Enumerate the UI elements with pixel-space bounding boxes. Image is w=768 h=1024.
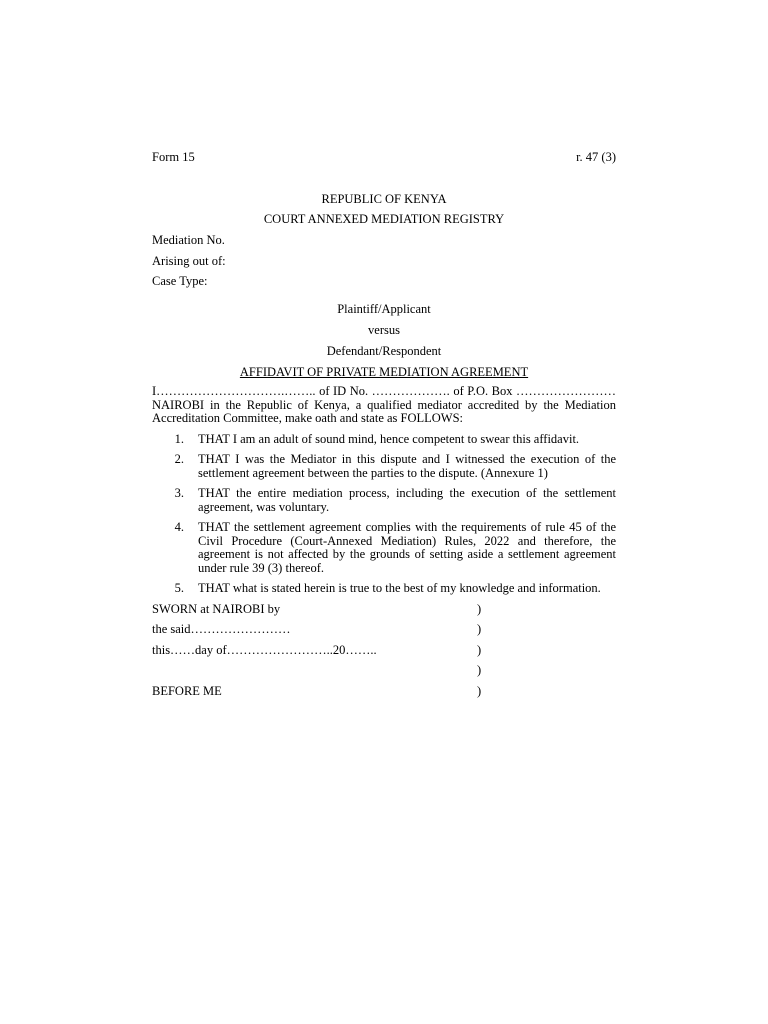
case-type-field: Case Type:	[152, 274, 208, 288]
clause-number: 3.	[174, 486, 184, 500]
before-me-label: BEFORE ME	[152, 683, 222, 698]
clause-text: THAT the entire mediation process, including the execution of the settlement agreement, was voluntary.	[198, 486, 616, 514]
clause-text: THAT I was the Mediator in this dispute and I witnessed the execution of the settlement agreement between the parties to the dispute. (Annexure 1)	[198, 452, 616, 480]
clause-list	[152, 433, 616, 596]
clause-item	[152, 521, 616, 575]
jurat-row	[152, 684, 616, 705]
affidavit-page	[152, 150, 616, 704]
form-header	[152, 150, 616, 165]
clause-number: 4.	[174, 520, 184, 534]
mediation-no-field: Mediation No.	[152, 233, 225, 247]
clause-item	[152, 433, 616, 447]
jurat-row	[152, 663, 616, 684]
arising-out-of-field: Arising out of:	[152, 253, 226, 268]
plaintiff-label: Plaintiff/Applicant	[337, 302, 431, 316]
clause-number: 2.	[174, 452, 184, 466]
clause-item	[152, 453, 616, 480]
the-said-label: the said……………………	[152, 622, 291, 636]
affidavit-title: AFFIDAVIT OF PRIVATE MEDIATION AGREEMENT	[239, 365, 529, 379]
defendant-label: Defendant/Respondent	[326, 344, 442, 358]
republic-heading: REPUBLIC OF KENYA	[321, 192, 447, 206]
jurat-bracket: )	[477, 683, 482, 698]
jurat-row	[152, 622, 616, 643]
clause-item	[152, 487, 616, 514]
clause-number: 5.	[174, 581, 184, 595]
jurat-bracket: )	[477, 642, 482, 657]
registry-heading: COURT ANNEXED MEDIATION REGISTRY	[263, 212, 505, 226]
clause-number: 1.	[174, 431, 184, 446]
clause-item	[152, 582, 616, 596]
blank-line	[152, 663, 477, 684]
intro-paragraph: I………………………….…….. of ID No. ………………. of P.O. Box …………………… NAIROBI in the Republic of Kenya, a qualified mediator accredited by the Mediation Accreditation Committee, make oath and state as FOLLOWS:	[152, 384, 616, 425]
form-number: Form 15	[152, 150, 195, 164]
jurat-row	[152, 602, 616, 623]
clause-text: THAT the settlement agreement complies with the requirements of rule 45 of the Civil Procedure (Court-Annexed Mediation) Rules, 2022 and therefore, the agreement is not affected by the grounds of setting aside a settlement agreement under rule 39 (3) thereof.	[198, 520, 616, 575]
jurat-bracket: )	[477, 622, 482, 636]
jurat-block	[152, 602, 616, 705]
jurat-row	[152, 643, 616, 664]
jurat-bracket: )	[477, 663, 482, 677]
versus-label: versus	[368, 323, 400, 337]
this-day-label: this……day of……………………..20……..	[152, 642, 377, 657]
sworn-at-label: SWORN at NAIROBI by	[152, 601, 281, 616]
jurat-bracket: )	[477, 601, 482, 616]
rule-reference: r. 47 (3)	[576, 150, 616, 164]
clause-text: THAT what is stated herein is true to the best of my knowledge and information.	[198, 581, 601, 595]
clause-text: THAT I am an adult of sound mind, hence competent to swear this affidavit.	[198, 431, 580, 446]
